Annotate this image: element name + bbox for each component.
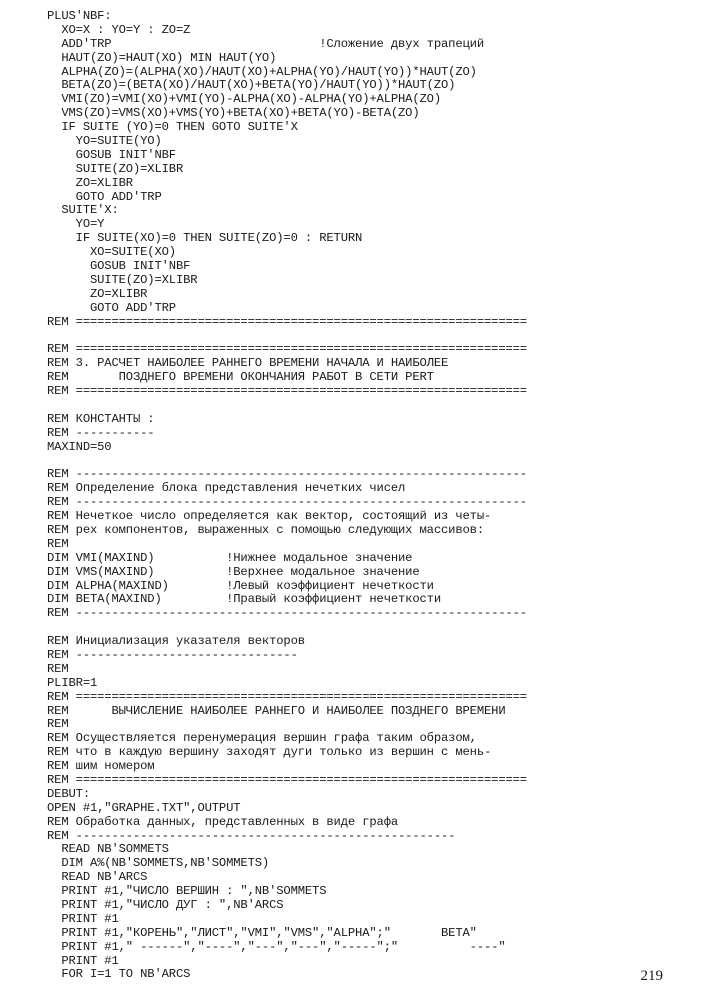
code-line: XO=SUITE(XO)	[47, 245, 176, 260]
code-line: SUITE(ZO)=XLIBR	[47, 161, 184, 176]
code-line: REM рех компонентов, выраженных с помощью следующих массивов:	[47, 522, 484, 537]
code-line: PRINT #1,"КОРЕНЬ","ЛИСТ","VMI","VMS","ALPHA";" BETA"	[47, 925, 477, 940]
code-line: PRINT #1	[47, 953, 119, 968]
code-line: REM Нечеткое число определяется как вектор, состоящий из четы-	[47, 509, 492, 524]
code-line: DIM BETA(MAXIND) !Правый коэффициент нечеткости	[47, 592, 442, 607]
code-line: REM	[47, 661, 69, 676]
code-line: REM	[47, 536, 69, 551]
code-line: BETA(ZO)=(BETA(XO)/HAUT(XO)+BETA(YO)/HAUT(YO))*HAUT(ZO)	[47, 78, 456, 93]
code-line: REM Обработка данных, представленных в виде графа	[47, 814, 399, 829]
code-line: MAXIND=50	[47, 439, 112, 454]
code-line: ZO=XLIBR	[47, 175, 133, 190]
code-line: GOSUB INIT'NBF	[47, 259, 191, 274]
code-line: REM Определение блока представления нечетких чисел	[47, 481, 406, 496]
code-line: VMI(ZO)=VMI(XO)+VMI(YO)-ALPHA(XO)-ALPHA(YO)+ALPHA(ZO)	[47, 92, 442, 107]
code-line: ZO=XLIBR	[47, 286, 148, 301]
code-line: DIM VMI(MAXIND) !Нижнее модальное значение	[47, 550, 413, 565]
code-line: HAUT(ZO)=HAUT(XO) MIN HAUT(YO)	[47, 50, 277, 65]
code-line: GOTO ADD'TRP	[47, 189, 162, 204]
code-line: ADD'TRP !Сложение двух трапеций	[47, 36, 484, 51]
code-line: REM 3. РАСЧЕТ НАИБОЛЕЕ РАННЕГО ВРЕМЕНИ НАЧАЛА И НАИБОЛЕЕ	[47, 356, 449, 371]
code-line: YO=SUITE(YO)	[47, 134, 162, 149]
code-line: ALPHA(ZO)=(ALPHA(XO)/HAUT(XO)+ALPHA(YO)/HAUT(YO))*HAUT(ZO)	[47, 64, 477, 79]
page-number: 219	[640, 968, 663, 984]
code-line: REM КОНСТАНТЫ :	[47, 411, 155, 426]
code-line: IF SUITE (YO)=0 THEN GOTO SUITE'X	[47, 120, 298, 135]
code-line: REM ===============================================================	[47, 314, 527, 329]
code-line: REM ---------------------------------------------------------------	[47, 606, 527, 621]
code-line: PLUS'NBF:	[47, 9, 112, 23]
code-line: REM ПОЗДНЕГО ВРЕМЕНИ ОКОНЧАНИЯ РАБОТ В СЕТИ PERT	[47, 370, 434, 385]
code-line: YO=Y	[47, 217, 105, 232]
code-line: REM Инициализация указателя векторов	[47, 634, 305, 649]
code-line: REM ===============================================================	[47, 689, 527, 704]
code-line: READ NB'SOMMETS	[47, 842, 169, 857]
code-line: REM ===============================================================	[47, 772, 527, 787]
code-line: REM Осуществляется перенумерация вершин графа таким образом,	[47, 731, 477, 746]
code-line	[47, 399, 667, 413]
code-line: REM ВЫЧИСЛЕНИЕ НАИБОЛЕЕ РАННЕГО И НАИБОЛЕЕ ПОЗДНЕГО ВРЕМЕНИ	[47, 703, 506, 718]
code-line: GOSUB INIT'NBF	[47, 147, 176, 162]
code-line: REM ---------------------------------------------------------------	[47, 467, 527, 482]
code-line: REM ===============================================================	[47, 384, 527, 399]
code-line: SUITE'X:	[47, 203, 119, 218]
code-line: GOTO ADD'TRP	[47, 300, 176, 315]
code-line: READ NB'ARCS	[47, 870, 148, 885]
code-line: REM -------------------------------	[47, 647, 298, 662]
code-line	[47, 621, 667, 635]
code-line: SUITE(ZO)=XLIBR	[47, 272, 198, 287]
code-line: PLIBR=1	[47, 675, 98, 690]
code-line: DIM A%(NB'SOMMETS,NB'SOMMETS)	[47, 856, 270, 871]
code-line: VMS(ZO)=VMS(XO)+VMS(YO)+BETA(XO)+BETA(YO)-BETA(ZO)	[47, 106, 420, 121]
code-line: REM -----------	[47, 425, 155, 440]
code-line	[47, 455, 667, 469]
code-line	[47, 329, 667, 343]
code-line: REM	[47, 717, 69, 732]
code-line: FOR I=1 TO NB'ARCS	[47, 967, 191, 982]
code-line: REM -----------------------------------------------------	[47, 828, 456, 843]
code-line: DIM ALPHA(MAXIND) !Левый коэффициент нечеткости	[47, 578, 434, 593]
code-line: PRINT #1,"ЧИСЛО ВЕРШИН : ",NB'SOMMETS	[47, 884, 327, 899]
code-line: PRINT #1	[47, 911, 119, 926]
code-line: XO=X : YO=Y : ZO=Z	[47, 22, 191, 37]
code-listing	[47, 10, 667, 982]
code-line: PRINT #1," ------","----","---","---","-----";" ----"	[47, 939, 506, 954]
code-line: DIM VMS(MAXIND) !Верхнее модальное значение	[47, 564, 420, 579]
code-line: PRINT #1,"ЧИСЛО ДУГ : ",NB'ARCS	[47, 898, 284, 912]
code-line: DEBUT:	[47, 786, 90, 801]
code-line: REM что в каждую вершину заходят дуги только из вершин с мень-	[47, 745, 492, 760]
code-line: REM шим номером	[47, 759, 155, 774]
code-line: IF SUITE(XO)=0 THEN SUITE(ZO)=0 : RETURN	[47, 231, 363, 246]
code-line: REM ---------------------------------------------------------------	[47, 495, 527, 510]
code-line: OPEN #1,"GRAPHE.TXT",OUTPUT	[47, 800, 241, 815]
code-line: REM ===============================================================	[47, 342, 527, 357]
